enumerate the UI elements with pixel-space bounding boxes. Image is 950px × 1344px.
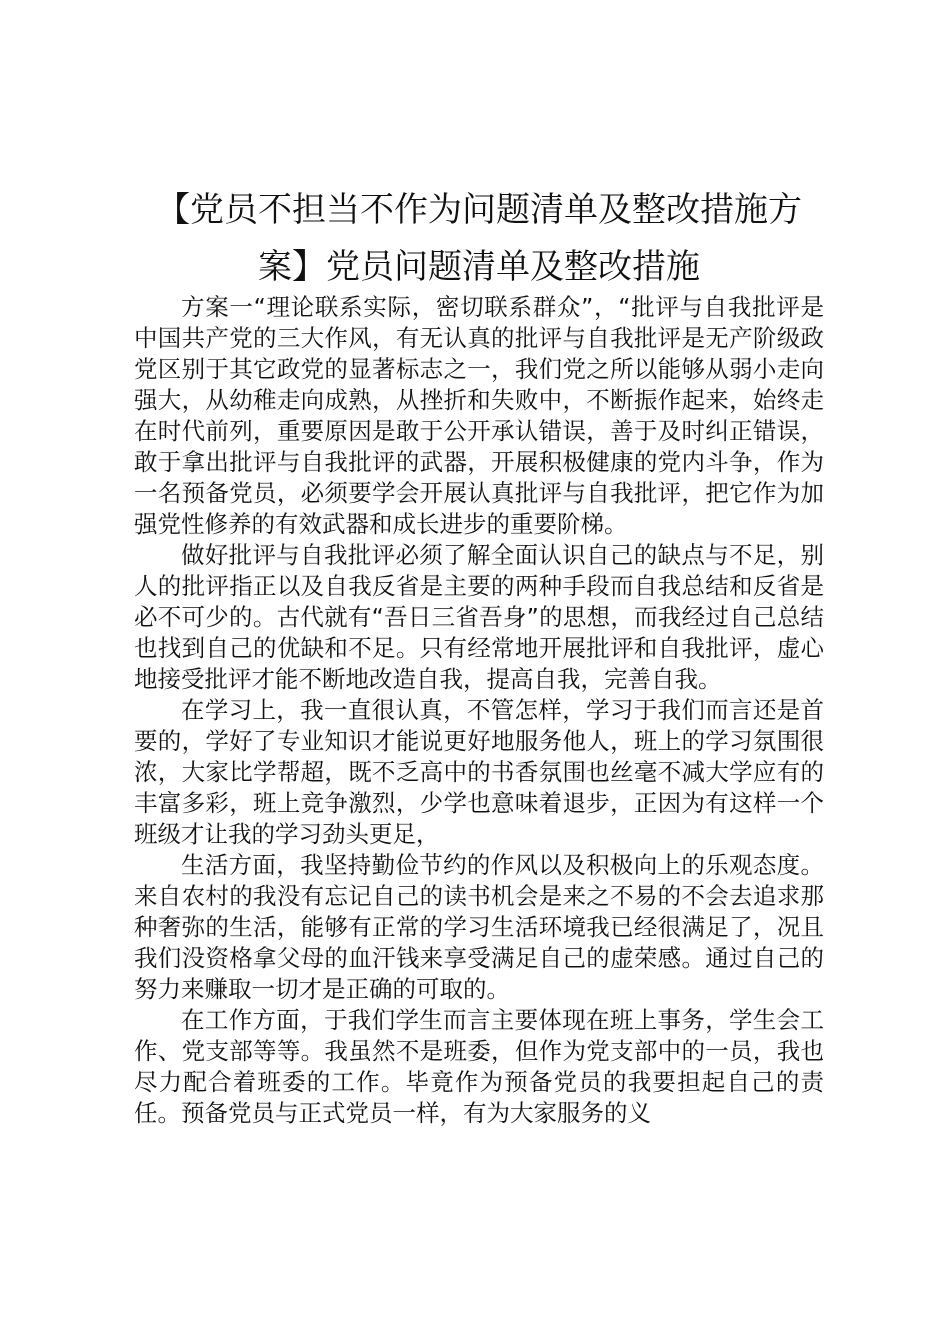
paragraph-5: 在工作方面，于我们学生而言主要体现在班上事务，学生会工作、党支部等等。我虽然不是班委，但作为党支部中的一员，我也尽力配合着班委的工作。毕竟作为预备党员的我要担起自己的责任。预备党员与正式党员一样，有为大家服务的义 xyxy=(134,1006,824,1127)
paragraph-4: 生活方面，我坚持勤俭节约的作风以及积极向上的乐观态度。来自农村的我没有忘记自己的读书机会是来之不易的不会去追求那种奢弥的生活，能够有正常的学习生活环境我已经很满足了，况且我们没资格拿父母的血汗钱来享受满足自己的虚荣感。通过自己的努力来赚取一切才是正确的可取的。 xyxy=(134,851,824,1003)
paragraph-2: 做好批评与自我批评必须了解全面认识自己的缺点与不足，别人的批评指正以及自我反省是主要的两种手段而自我总结和反省是必不可少的。古代就有“吾日三省吾身”的思想，而我经过自己总结也找到自己的优缺和不足。只有经常地开展批评和自我批评，虚心地接受批评才能不断地改造自我，提高自我，完善自我。 xyxy=(134,541,824,693)
document-title: 【党员不担当不作为问题清单及整改措施方案】党员问题清单及整改措施 xyxy=(156,190,802,287)
paragraph-1: 方案一“理论联系实际，密切联系群众”，“批评与自我批评是中国共产党的三大作风，有无认真的批评与自我批评是无产阶级政党区别于其它政党的显著标志之一，我们党之所以能够从弱小走向强大，从幼稚走向成熟，从挫折和失败中，不断振作起来，始终走在时代前列，重要原因是敢于公开承认错误，善于及时纠正错误，敢于拿出批评与自我批评的武器，开展积极健康的党内斗争，作为一名预备党员，必须要学会开展认真批评与自我批评，把它作为加强党性修养的有效武器和成长进步的重要阶梯。 xyxy=(134,293,824,538)
paragraph-3: 在学习上，我一直很认真，不管怎样，学习于我们而言还是首要的，学好了专业知识才能说更好地服务他人，班上的学习氛围很浓，大家比学帮超，既不乏高中的书香氛围也丝毫不减大学应有的丰富多彩，班上竞争激烈，少学也意味着退步，正因为有这样一个班级才让我的学习劲头更足， xyxy=(134,696,824,848)
document-body xyxy=(134,292,824,1129)
